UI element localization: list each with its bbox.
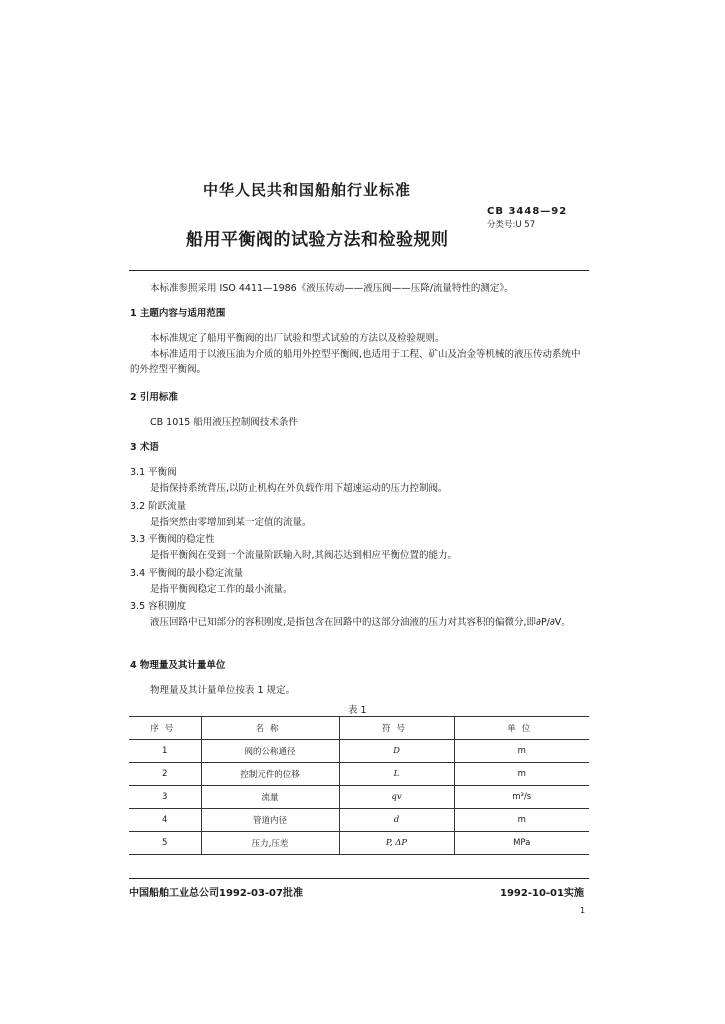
- section-1-heading: 1 主题内容与适用范围: [130, 308, 226, 319]
- term-3-2-definition: 是指突然由零增加到某一定值的流量。: [150, 517, 312, 528]
- page-number: 1: [580, 906, 586, 915]
- section-1-paragraph-1: 本标准规定了船用平衡阀的出厂试验和型式试验的方法以及检验规则。: [150, 333, 445, 344]
- table-cell: 1: [129, 740, 201, 763]
- table-cell: 4: [129, 809, 201, 832]
- term-3-1-heading: 3.1 平衡阀: [130, 467, 177, 478]
- term-3-4-definition: 是指平衡阀稳定工作的最小流量。: [150, 584, 293, 595]
- table-header-row: [129, 717, 589, 740]
- table-cell: 压力,压差: [201, 832, 339, 855]
- table-cell: 阀的公称通径: [201, 740, 339, 763]
- table-cell: P, ΔP: [339, 832, 454, 855]
- document-title: 船用平衡阀的试验方法和检验规则: [186, 230, 449, 250]
- table-cell: 2: [129, 763, 201, 786]
- section-4-heading: 4 物理量及其计量单位: [130, 660, 226, 671]
- term-3-5-heading: 3.5 容积刚度: [130, 601, 187, 612]
- table-cell: 5: [129, 832, 201, 855]
- table-cell: 流量: [201, 786, 339, 809]
- term-3-4-heading: 3.4 平衡阀的最小稳定流量: [130, 568, 244, 579]
- table-cell: d: [339, 809, 454, 832]
- standard-code: CB 3448—92: [487, 206, 568, 217]
- term-3-2-heading: 3.2 阶跃流量: [130, 501, 187, 512]
- table-row: [129, 740, 589, 763]
- table-row: [129, 809, 589, 832]
- table-row: [129, 832, 589, 855]
- table-header-cell: 符号: [339, 717, 454, 740]
- header-divider: [129, 270, 589, 271]
- section-3-heading: 3 术语: [130, 442, 159, 453]
- term-3-3-heading: 3.3 平衡阀的稳定性: [130, 534, 215, 545]
- table-header-cell: 名称: [201, 717, 339, 740]
- implementation-date: 1992-10-01实施: [500, 888, 584, 899]
- table-cell: L: [339, 763, 454, 786]
- table-cell: MPa: [454, 832, 589, 855]
- table-cell: m: [454, 809, 589, 832]
- section-4-paragraph: 物理量及其计量单位按表 1 规定。: [150, 685, 296, 696]
- table-header-cell: 单位: [454, 717, 589, 740]
- table-cell: m: [454, 740, 589, 763]
- table-cell: 控制元件的位移: [201, 763, 339, 786]
- section-2-heading: 2 引用标准: [130, 392, 178, 403]
- intro-paragraph: 本标准参照采用 ISO 4411—1986《液压传动——液压阀——压降/流量特性的测定》。: [150, 283, 514, 294]
- term-3-5-definition: 液压回路中已知部分的容积刚度,是指包含在回路中的这部分油液的压力对其容积的偏微分,即∂P/∂V。: [150, 617, 571, 628]
- table-header-cell: 序号: [129, 717, 201, 740]
- table-caption: 表 1: [348, 705, 367, 716]
- table-cell: m³/s: [454, 786, 589, 809]
- standard-org-title: 中华人民共和国船舶行业标准: [203, 181, 412, 199]
- section-2-reference: CB 1015 船用液压控制阀技术条件: [150, 417, 298, 428]
- table-row: [129, 786, 589, 809]
- term-3-1-definition: 是指保持系统背压,以防止机构在外负载作用下超速运动的压力控制阀。: [150, 483, 448, 494]
- table-cell: 3: [129, 786, 201, 809]
- section-1-paragraph-2: 本标准适用于以液压油为介质的船用外控型平衡阀,也适用于工程、矿山及冶金等机械的液压传动系统中的外控型平衡阀。: [130, 349, 581, 375]
- table-row: [129, 763, 589, 786]
- term-3-3-definition: 是指平衡阀在受到一个流量阶跃输入时,其阀芯达到相应平衡位置的能力。: [150, 550, 458, 561]
- footer-divider: [129, 878, 589, 879]
- table-cell: 管道内径: [201, 809, 339, 832]
- approval-statement: 中国船舶工业总公司1992-03-07批准: [129, 888, 303, 899]
- units-table: [129, 716, 589, 855]
- table-cell: m: [454, 763, 589, 786]
- table-cell: D: [339, 740, 454, 763]
- classification-number: 分类号:U 57: [487, 220, 536, 230]
- table-cell: qv: [339, 786, 454, 809]
